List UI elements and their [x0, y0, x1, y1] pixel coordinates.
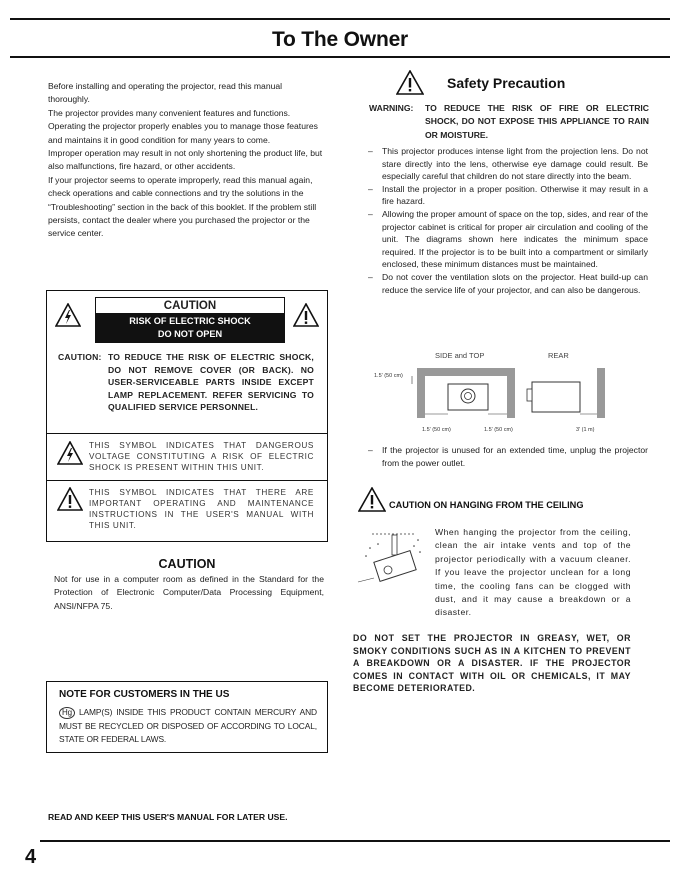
- ceiling-heading: CAUTION ON HANGING FROM THE CEILING: [389, 500, 584, 510]
- electric-shock-symbol-icon: [57, 441, 83, 465]
- ceiling-text: When hanging the projector from the ceiling, clean the air intake vents and top of the projector periodically with a vacuum cleaner. If you leave the projector unclean for a long time, the cooling fans can be clogged with dust, and it may cause a breakdown or a disaster.: [435, 527, 631, 618]
- electric-shock-warning-icon: [55, 303, 81, 327]
- diagram-label-side-top: SIDE and TOP: [435, 351, 485, 360]
- note-box: [46, 681, 328, 753]
- risk-line-2: DO NOT OPEN: [157, 328, 223, 339]
- list-item: – This projector produces intense light from the projection lens. Do not stare directly into the lens, otherwise eye damage could result. Be especially careful that children do not stare directly into the beam.: [368, 145, 648, 183]
- safety-heading: Safety Precaution: [447, 75, 566, 91]
- safety-bullets: [368, 145, 648, 296]
- mercury-hg-symbol: Hg: [59, 707, 75, 719]
- caution-box: [46, 290, 328, 542]
- dim-left: 1.5' (50 cm): [422, 427, 451, 433]
- safety-warning-text: TO REDUCE THE RISK OF FIRE OR ELECTRIC SHOCK, DO NOT EXPOSE THIS APPLIANCE TO RAIN OR MOISTURE.: [425, 103, 649, 140]
- caution-warning-text: TO REDUCE THE RISK OF ELECTRIC SHOCK, DO NOT REMOVE COVER (OR BACK). NO USER-SERVICEABLE PARTS INSIDE EXCEPT LAMP REPLACEMENT. REFER SERVICING TO QUALIFIED SERVICE PERSONNEL.: [108, 352, 314, 412]
- safety-warning: [369, 102, 649, 142]
- caution2-heading: CAUTION: [158, 557, 216, 571]
- caution-heading: CAUTION: [163, 300, 217, 312]
- caution-warning: [58, 351, 314, 414]
- title-rule-bottom: [10, 56, 670, 58]
- intro-text: [48, 80, 326, 241]
- intro-paragraph: The projector provides many convenient features and functions. Operating the projector properly enables you to manage those features and maintains it in good condition for many years to come.: [48, 107, 318, 145]
- clearance-diagram: [372, 362, 652, 434]
- divider: [47, 480, 327, 481]
- risk-banner: [96, 313, 284, 342]
- footer-note: READ AND KEEP THIS USER'S MANUAL FOR LATER USE.: [48, 812, 288, 822]
- exclamation-warning-icon: [293, 303, 319, 327]
- list-item: – Do not cover the ventilation slots on the projector. Heat build-up can reduce the service life of your projector, and can also be dangerous.: [368, 271, 648, 296]
- page-title: To The Owner: [271, 28, 409, 51]
- list-item: – Install the projector in a proper position. Otherwise it may result in a fire hazard.: [368, 183, 648, 208]
- caution-label: [95, 297, 285, 343]
- symbol1-text: THIS SYMBOL INDICATES THAT DANGEROUS VOLTAGE CONSTITUTING A RISK OF ELECTRIC SHOCK IS PRESENT WITHIN THIS UNIT.: [89, 441, 314, 472]
- ceiling-mount-illustration: [356, 530, 432, 592]
- list-item: – If the projector is unused for an extended time, unplug the projector from the power outlet.: [368, 444, 648, 469]
- list-item: – Allowing the proper amount of space on the top, sides, and rear of the projector cabinet is critical for proper air circulation and cooling of the unit. The diagrams shown here indicates the minimum space required. If the projector is to be built into a compartment or similarly enclosed, these minimum distances must be maintained.: [368, 208, 648, 271]
- note-heading: NOTE FOR CUSTOMERS IN THE US: [59, 689, 230, 700]
- diagram-label-rear: REAR: [548, 351, 569, 360]
- title-rule-top: [10, 18, 670, 20]
- caution-warning-label: CAUTION:: [58, 352, 102, 362]
- intro-paragraph: If your projector seems to operate improperly, read this manual again, check operations and cable connections and try the solutions in the “Troubleshooting” section in the back of this booklet. If the problem still persists, contact the dealer where you purchased the projector or the service center.: [48, 174, 317, 239]
- dim-right: 1.5' (50 cm): [484, 427, 513, 433]
- divider: [47, 433, 327, 434]
- risk-line-1: RISK OF ELECTRIC SHOCK: [129, 316, 251, 326]
- ceiling-warning-icon: [358, 487, 386, 512]
- intro-paragraph: Improper operation may result in not only shortening the product life, but also malfunctions, fire hazard, or other accidents.: [48, 148, 323, 172]
- safety-bullet-last: [368, 444, 648, 469]
- dim-rear: 3' (1 m): [576, 427, 595, 433]
- caution2-text: Not for use in a computer room as defined in the Standard for the Protection of Electronic Computer/Data Processing Equipment, ANSI/NFPA 75.: [54, 574, 324, 611]
- symbol2-text: THIS SYMBOL INDICATES THAT THERE ARE IMPORTANT OPERATING AND MAINTENANCE INSTRUCTIONS IN THE USER'S MANUAL WITH THIS UNIT.: [89, 488, 314, 530]
- note-text: LAMP(S) INSIDE THIS PRODUCT CONTAIN MERCURY AND MUST BE RECYCLED OR DISPOSED OF ACCORDING TO LOCAL, STATE OR FEDERAL LAWS.: [59, 707, 317, 745]
- safety-warning-icon: [396, 70, 424, 95]
- intro-paragraph: Before installing and operating the projector, read this manual thoroughly.: [48, 81, 283, 105]
- exclamation-symbol-icon: [57, 487, 83, 511]
- page-number: 4: [25, 846, 37, 868]
- bottom-warning: DO NOT SET THE PROJECTOR IN GREASY, WET, OR SMOKY CONDITIONS SUCH AS IN A KITCHEN TO PREVENT A BREAKDOWN OR A DISASTER. IF THE PROJECTOR COMES IN CONTACT WITH OIL OR CHEMICALS, IT MAY BECOME DETERIORATED.: [353, 633, 631, 694]
- note-text-block: [59, 706, 317, 747]
- footer-rule: [40, 840, 670, 842]
- dim-top: 1.5' (50 cm): [374, 373, 403, 379]
- safety-warning-label: WARNING:: [369, 103, 414, 113]
